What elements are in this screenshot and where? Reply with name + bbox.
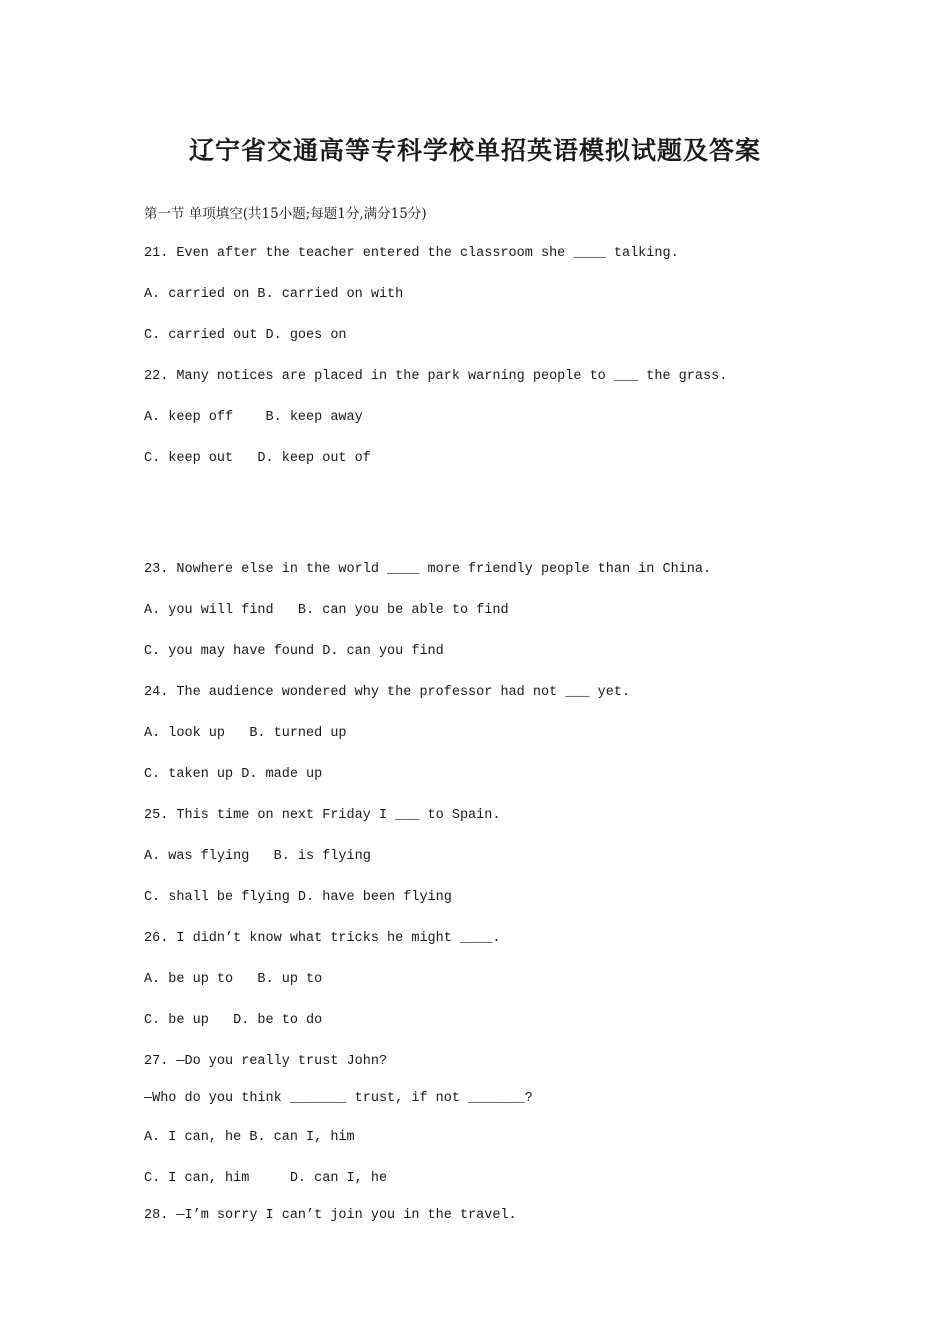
question-26: 26. I didn’t know what tricks he might ____. [144, 931, 501, 946]
question-21-options-ab: A. carried on B. carried on with [144, 287, 404, 302]
question-24: 24. The audience wondered why the professor had not ___ yet. [144, 685, 631, 700]
question-21: 21. Even after the teacher entered the classroom she ____ talking. [144, 246, 679, 261]
question-25-options-ab: A. was flying B. is flying [144, 849, 371, 864]
question-24-options-ab: A. look up B. turned up [144, 726, 347, 741]
question-22: 22. Many notices are placed in the park warning people to ___ the grass. [144, 369, 728, 384]
question-27-options-cd: C. I can, him D. can I, he [144, 1171, 388, 1186]
question-22-options-cd: C. keep out D. keep out of [144, 451, 371, 466]
question-25: 25. This time on next Friday I ___ to Spain. [144, 808, 501, 823]
question-26-options-ab: A. be up to B. up to [144, 972, 323, 987]
question-23: 23. Nowhere else in the world ____ more friendly people than in China. [144, 562, 712, 577]
question-24-options-cd: C. taken up D. made up [144, 767, 323, 782]
question-26-options-cd: C. be up D. be to do [144, 1013, 323, 1028]
question-27-reply: —Who do you think _______ trust, if not _______? [144, 1091, 533, 1106]
section-heading: 第一节 单项填空(共15小题;每题1分,满分15分) [144, 206, 427, 222]
question-23-options-ab: A. you will find B. can you be able to find [144, 603, 509, 618]
page-title: 辽宁省交通高等专科学校单招英语模拟试题及答案 [188, 136, 761, 165]
question-25-options-cd: C. shall be flying D. have been flying [144, 890, 452, 905]
question-23-options-cd: C. you may have found D. can you find [144, 644, 444, 659]
question-21-options-cd: C. carried out D. goes on [144, 328, 347, 343]
question-22-options-ab: A. keep off B. keep away [144, 410, 363, 425]
question-27: 27. —Do you really trust John? [144, 1054, 388, 1069]
question-27-options-ab: A. I can, he B. can I, him [144, 1130, 355, 1145]
question-28: 28. —I’m sorry I can’t join you in the travel. [144, 1208, 517, 1223]
